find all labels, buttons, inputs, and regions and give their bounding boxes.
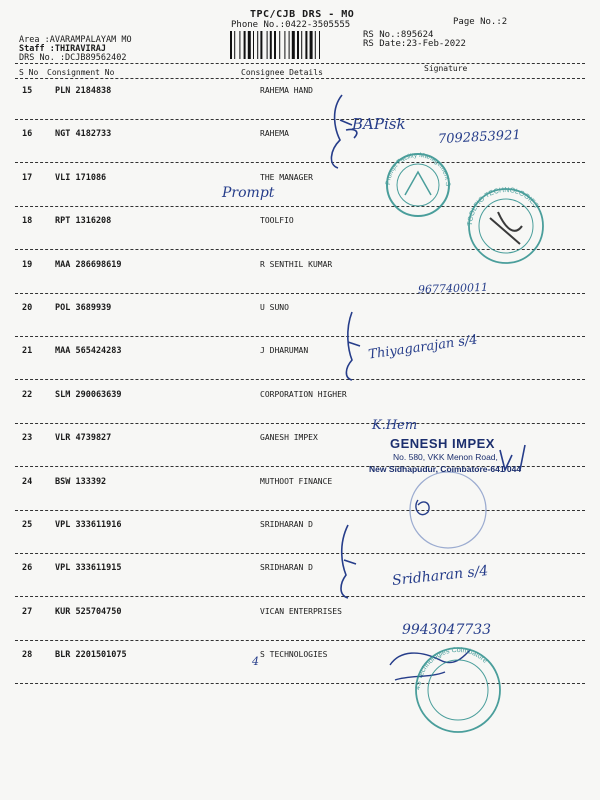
row-sno: 27 <box>22 606 33 617</box>
row-sno: 24 <box>22 476 33 487</box>
row-consignee: CORPORATION HIGHER <box>260 389 347 399</box>
row-sno: 15 <box>22 86 33 96</box>
rs-date: RS Date:23-Feb-2022 <box>363 39 466 49</box>
svg-text:TOOLFIO TECHNOLOGIES: TOOLFIO TECHNOLOGIES <box>466 186 540 227</box>
row-sno: 17 <box>22 172 33 183</box>
col-consignee-header: Consignee Details <box>241 68 323 77</box>
row-sno: 23 <box>22 433 33 444</box>
signature-scribble-21 <box>346 312 360 380</box>
page-number: Page No.:2 <box>453 17 508 27</box>
handwriting-phone-2: 9677400011 <box>417 280 489 297</box>
genesh-stamp-addr2: New Sidhapudur, Coimbatore-641 044 <box>369 464 522 474</box>
row-consignee: THE MANAGER <box>260 172 313 182</box>
rs-number: RS No.:895624 <box>363 30 434 40</box>
row-consignment-no: VLI 171086 <box>55 172 107 183</box>
row-consignee: TOOLFIO <box>260 216 294 226</box>
row-consignment-no: RPT 1316208 <box>55 216 112 227</box>
row-sno: 18 <box>22 216 33 227</box>
row-consignment-no: VPL 333611915 <box>55 563 122 574</box>
handwriting-four: 4 <box>252 655 259 668</box>
handwriting-sridharan: Sridharan s/4 <box>391 563 489 589</box>
row-consignment-no: VPL 333611916 <box>55 520 122 530</box>
row-consignment-no: KUR 525704750 <box>55 606 122 617</box>
row-consignment-no: PLN 2184838 <box>55 86 112 96</box>
row-sno: 19 <box>22 259 33 270</box>
row-sno: 25 <box>22 520 33 530</box>
handwriting-k-hem: K.Hem <box>372 418 418 433</box>
row-sno: 21 <box>22 346 33 357</box>
signature-scribble-25 <box>341 525 356 598</box>
phone-number: Phone No.:0422-3505555 <box>231 20 351 30</box>
handwriting-phone-3: 9943047733 <box>402 622 492 638</box>
drs-number: DRS No. :DCJB89562402 <box>19 53 127 63</box>
svg-text:4S Technologies Coimbatore: 4S Technologies Coimbatore <box>414 646 489 691</box>
muthoot-stamp <box>410 472 486 548</box>
col-consignment-header: Consignment No <box>47 68 115 77</box>
row-consignee: RAHEMA HAND <box>260 86 313 95</box>
row-consignee: VICAN ENTERPRISES <box>260 606 342 616</box>
row-consignee: U SUNO <box>260 303 289 312</box>
services-stamp <box>0 0 451 216</box>
svg-text:Prompt Facility Management Ser: Prompt Facility Management S <box>384 151 452 187</box>
row-consignment-no: MAA 286698619 <box>55 259 122 270</box>
row-consignment-no: BLR 2201501075 <box>55 650 127 661</box>
handwriting-bapisk: BAPisk <box>352 115 406 133</box>
row-sno: 28 <box>22 650 33 661</box>
handwriting-prompt: Prompt <box>222 185 275 201</box>
row-consignee: S TECHNOLOGIES <box>260 650 328 660</box>
s-tech-stamp <box>415 647 500 732</box>
row-sno: 22 <box>22 389 33 400</box>
row-sno: 26 <box>22 563 33 574</box>
row-consignment-no: NGT 4182733 <box>55 129 112 140</box>
row-consignment-no: VLR 4739827 <box>55 433 112 444</box>
genesh-stamp-addr1: No. 580, VKK Menon Road, <box>393 452 498 462</box>
col-signature-header: Signature <box>424 64 468 73</box>
row-consignee: R SENTHIL KUMAR <box>260 259 333 269</box>
row-consignee: SRIDHARAN D <box>260 520 313 529</box>
row-consignee: GANESH IMPEX <box>260 433 318 443</box>
toolfio-stamp <box>467 187 543 263</box>
document-title: TPC/CJB DRS - MO <box>250 9 355 20</box>
row-consignee: SRIDHARAN D <box>260 563 313 573</box>
signature-scribble-24 <box>416 500 429 515</box>
row-sno: 20 <box>22 303 33 313</box>
row-consignment-no: POL 3689939 <box>55 303 112 313</box>
area-label: Area :AVARAMPALAYAM MO <box>19 35 132 45</box>
row-consignee: MUTHOOT FINANCE <box>260 476 333 486</box>
row-consignee: RAHEMA <box>260 129 289 139</box>
handwriting-phone-1: 7092853921 <box>437 127 522 148</box>
handwriting-thiyagarajan: Thiyagarajan s/4 <box>367 332 479 363</box>
row-consignment-no: SLM 290063639 <box>55 389 122 400</box>
staff-label: Staff :THIRAVIRAJ <box>19 44 106 54</box>
row-sno: 16 <box>22 129 33 140</box>
genesh-stamp-name: GENESH IMPEX <box>390 436 495 451</box>
row-consignee: J DHARUMAN <box>260 346 309 356</box>
col-sno-header: S No <box>19 68 39 77</box>
row-consignment-no: MAA 565424283 <box>55 346 122 357</box>
row-consignment-no: BSW 133392 <box>55 476 107 487</box>
